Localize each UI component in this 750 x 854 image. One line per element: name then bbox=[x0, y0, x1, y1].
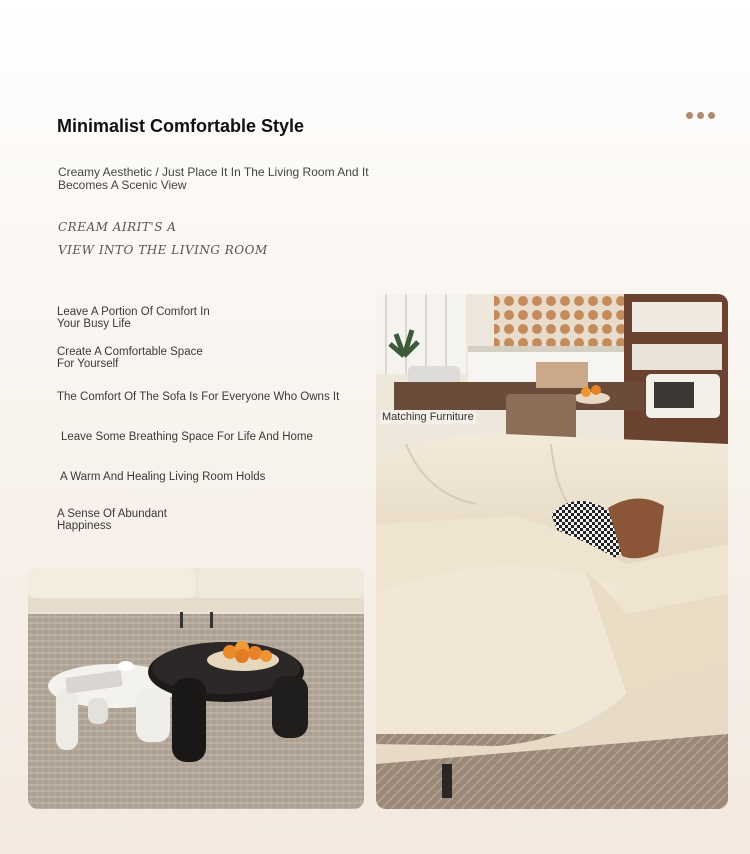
subtitle-text: Creamy Aesthetic / Just Place It In The Living Room And It Becomes A Scenic View bbox=[58, 165, 369, 192]
feature-text-2: Create A Comfortable Space For Yourself bbox=[57, 346, 203, 370]
feature-text-6: A Sense Of Abundant Happiness bbox=[57, 508, 167, 532]
feature-text-5: A Warm And Healing Living Room Holds bbox=[60, 471, 266, 483]
feature-text-4: Leave Some Breathing Space For Life And Home bbox=[61, 431, 313, 443]
sofa-photo bbox=[376, 294, 728, 809]
more-dots-icon bbox=[686, 112, 715, 119]
feature-text-3: The Comfort Of The Sofa Is For Everyone Who Owns It bbox=[57, 391, 340, 403]
script-line-2: VIEW INTO THE LIVING ROOM bbox=[58, 243, 268, 257]
matching-furniture-label: Matching Furniture bbox=[382, 411, 474, 423]
script-line-1: CREAM AIRIT'S A bbox=[58, 220, 177, 234]
coffee-table-photo bbox=[28, 568, 364, 809]
page-title: Minimalist Comfortable Style bbox=[57, 116, 305, 136]
feature-text-1: Leave A Portion Of Comfort In Your Busy Life bbox=[57, 306, 210, 330]
